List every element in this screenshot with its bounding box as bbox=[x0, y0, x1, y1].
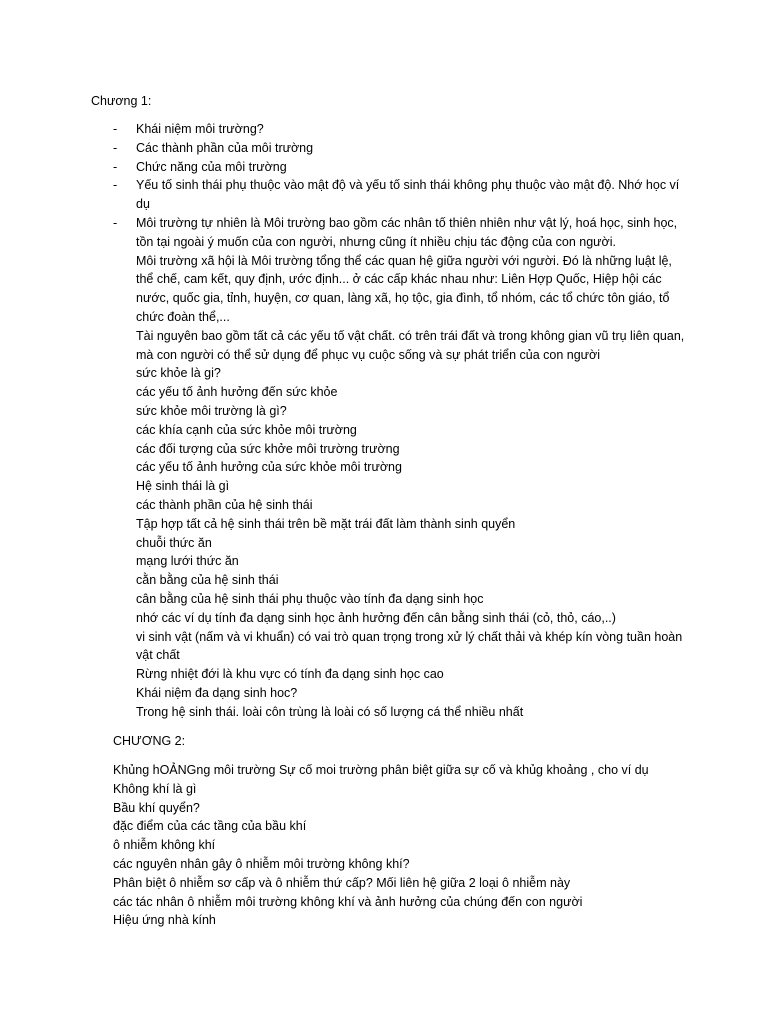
list-item bbox=[0, 214, 768, 722]
chapter-1-list bbox=[0, 120, 768, 722]
list-item-text: Bầu khí quyển? bbox=[113, 800, 200, 815]
list-item-text: Tài nguyên bao gồm tất cả các yếu tố vật chất. có trên trái đất và trong không gian vũ trụ liên quan, mà con người có thể sử dụng để phục vụ cuộc sống và sự phát triển của con người bbox=[136, 328, 685, 362]
list-item-text: vi sinh vật (nấm và vi khuẩn) có vai trò quan trọng trong xử lý chất thải và khép kín vòng tuần hoàn vật chất bbox=[136, 629, 683, 663]
chapter-2-list bbox=[113, 761, 733, 930]
list-item-text: các yếu tố ảnh hưởng đến sức khỏe bbox=[136, 385, 338, 400]
list-item bbox=[0, 158, 768, 177]
list-item-text: - Yếu tố sinh thái phụ thuộc vào mật độ và yếu tố sinh thái không phụ thuộc vào mật độ. Nhớ học ví dụ bbox=[136, 178, 680, 212]
list-item-text: đặc điểm của các tầng của bầu khí bbox=[113, 819, 307, 834]
list-item-text: Khái niệm đa dạng sinh hoc? bbox=[136, 685, 298, 700]
list-item-text: ô nhiễm không khí bbox=[113, 838, 216, 853]
list-item-text: Môi trường xã hội là Môi trường tổng thể các quan hệ giữa người với người. Đó là những luật lệ, thể chế, cam kết, quy định, ước định... ở các cấp khác nhau như: Liên Hợp Quốc, Hiệp hội các nước, quốc gia, tỉnh, huyện, cơ quan, làng xã, họ tộc, gia đình, tổ nhóm, các tổ chức tôn giáo, tổ chức đoàn thể,... bbox=[136, 253, 672, 324]
list-item-text: - Chức năng của môi trường bbox=[136, 159, 287, 174]
list-item-text: các thành phần của hệ sinh thái bbox=[136, 497, 313, 512]
list-item-text: Phân biệt ô nhiễm sơ cấp và ô nhiễm thứ cấp? Mối liên hệ giữa 2 loại ô nhiễm này bbox=[113, 875, 571, 890]
list-item-text: các yếu tố ảnh hưởng của sức khỏe môi trường bbox=[136, 460, 402, 475]
list-item-text: mạng lưới thức ăn bbox=[136, 554, 239, 569]
list-item-text: cân bằng của hệ sinh thái phụ thuộc vào tính đa dạng sinh học bbox=[136, 591, 484, 606]
list-item-text: Khủng hOẢNGng môi trường Sự cố moi trường phân biệt giữa sự cố và khủg khoảng , cho ví dụ bbox=[113, 763, 649, 777]
list-item-text: Tập hợp tất cả hệ sinh thái trên bề mặt trái đất làm thành sinh quyển bbox=[136, 516, 516, 531]
list-item-text: nhớ các ví dụ tính đa dạng sinh học ảnh hưởng đến cân bằng sinh thái (cỏ, thỏ, cáo,..) bbox=[136, 610, 616, 625]
list-item bbox=[0, 120, 768, 139]
list-item-text: - Các thành phần của môi trường bbox=[136, 140, 314, 155]
list-item bbox=[0, 176, 768, 214]
list-item-text: - Môi trường tự nhiên là Môi trường bao gồm các nhân tố thiên nhiên như vật lý, hoá học, sinh học, tồn tại ngoài ý muốn của con người, nhưng cũng ít nhiều chịu tác động của con người. bbox=[136, 215, 678, 249]
list-item-text: Hệ sinh thái là gì bbox=[136, 479, 230, 494]
list-item-text: các nguyên nhân gây ô nhiễm môi trường không khí? bbox=[113, 856, 410, 871]
list-item-text: sức khỏe là gi? bbox=[136, 366, 221, 381]
list-item-text: Trong hệ sinh thái. loài côn trùng là loài có số lượng cá thể nhiều nhất bbox=[136, 704, 524, 719]
list-item-text: sức khỏe môi trường là gì? bbox=[136, 403, 287, 418]
chapter-1-heading: Chương 1: bbox=[91, 94, 152, 108]
list-item bbox=[0, 139, 768, 158]
list-item-text: - Khái niệm môi trường? bbox=[136, 122, 264, 136]
list-item-text: các khía cạnh của sức khỏe môi trường bbox=[136, 422, 357, 437]
list-item-text: các tác nhân ô nhiễm môi trường không khí và ảnh hưởng của chúng đến con người bbox=[113, 894, 583, 909]
list-item-text: cằn bằng của hệ sinh thái bbox=[136, 573, 279, 588]
list-item-text: các đối tượng của sức khởe môi trường trường bbox=[136, 441, 400, 456]
list-item-text: chuỗi thức ăn bbox=[136, 535, 212, 550]
chapter-2-heading: CHƯƠNG 2: bbox=[113, 734, 186, 748]
list-item-text: Không khí là gì bbox=[113, 781, 197, 796]
list-item-text: Hiệu ứng nhà kính bbox=[113, 913, 216, 928]
list-item-text: Rừng nhiệt đới là khu vực có tính đa dạng sinh học cao bbox=[136, 667, 444, 682]
